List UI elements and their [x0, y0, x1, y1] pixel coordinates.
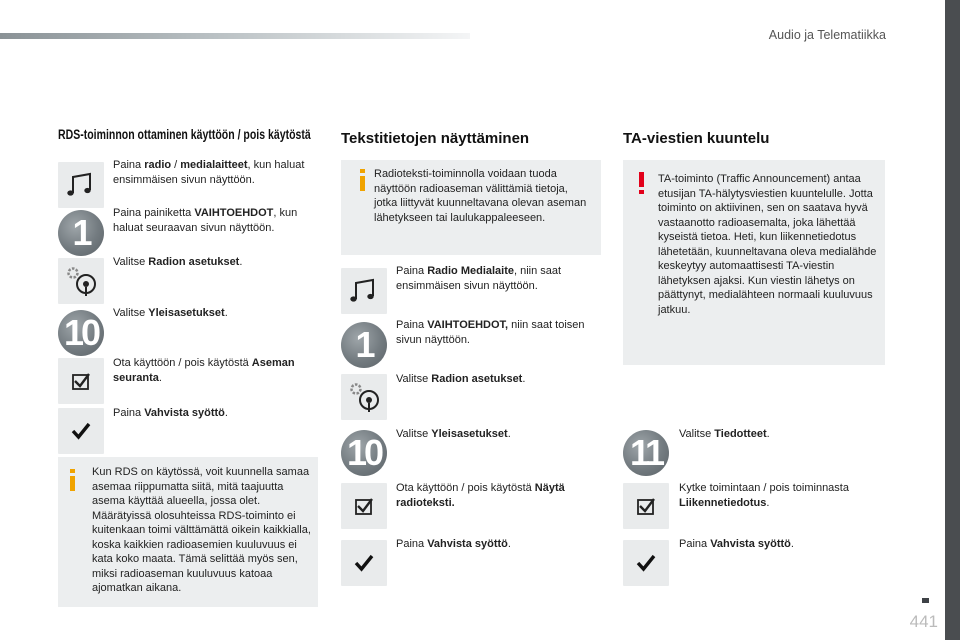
col2-step-2-text: Paina VAIHTOEHDOT, niin saat toisen sivun näyttöön.: [396, 319, 585, 346]
col2-step-3-text: Valitse Radion asetukset.: [396, 373, 526, 385]
radio-settings-icon: [341, 374, 387, 420]
step-number-badge: 10: [341, 430, 387, 476]
radio-settings-icon: [58, 258, 104, 304]
col1-info-text: Kun RDS on käytössä, voit kuunnella samaa asemaa riippumatta siitä, mitä taajuutta asema käyttää alueella, jossa olet. Määrätyissä olosuhteissa RDS-toiminto ei kuitenkaan toimi välttämättä oikein kaikkialla, koska kaikkien radioasemien kuuluvuus ei kata koko maata. Tämä selittää myös sen, miksi radioaseman kuuluvuus katoaa ajomatkan aikana.: [92, 466, 311, 594]
col2-step-6-text: Paina Vahvista syöttö.: [396, 538, 511, 550]
step-number-badge: 11: [623, 430, 669, 476]
warning-icon: [637, 172, 646, 194]
page-marker: [922, 598, 929, 603]
music-note-icon: [341, 268, 387, 314]
col2-info-text: Radioteksti-toiminnolla voidaan tuoda näyttöön radioaseman välittämiä tietoja, jotka liittyvät kuunneltavana olevan aseman lähetykseen tai laulukappaleeseen.: [374, 168, 587, 224]
step-number-badge: 1: [58, 210, 104, 256]
col3-step-3-text: Paina Vahvista syöttö.: [679, 538, 794, 550]
page-number: 441: [909, 612, 938, 631]
col1-info-box: [58, 457, 318, 607]
page-edge-strip: [945, 0, 960, 640]
col1-step-4-text: Valitse Yleisasetukset.: [113, 307, 228, 319]
col2-heading: Tekstitietojen näyttäminen: [341, 130, 530, 147]
check-icon: [341, 540, 387, 586]
page-header-title: Audio ja Telematiikka: [768, 28, 886, 42]
step-number-badge: 10: [58, 310, 104, 356]
col3-step-1-text: Valitse Tiedotteet.: [679, 428, 770, 440]
col1-step-1-text: Paina radio / medialaitteet, kun haluat ensimmäisen sivun näyttöön.: [113, 159, 305, 186]
step-number-badge: 1: [341, 322, 387, 368]
info-icon: [68, 469, 77, 491]
header-rule: [0, 33, 470, 39]
info-icon: [358, 169, 367, 191]
check-icon: [623, 540, 669, 586]
col2-info-box: [341, 160, 601, 255]
col2-step-1-text: Paina Radio Medialaite, niin saat ensimmäisen sivun näyttöön.: [396, 265, 562, 292]
col3-warning-box: [623, 160, 885, 365]
music-note-icon: [58, 162, 104, 208]
col1-step-2-text: Paina painiketta VAIHTOEHDOT, kun haluat seuraavan sivun näyttöön.: [113, 207, 298, 234]
col2-step-5-text: Ota käyttöön / pois käytöstä Näytä radioteksti.: [396, 482, 565, 509]
col2-step-4-text: Valitse Yleisasetukset.: [396, 428, 511, 440]
col3-heading: TA-viestien kuuntelu: [623, 130, 770, 147]
col1-step-5-text: Ota käyttöön / pois käytöstä Aseman seuranta.: [113, 357, 295, 384]
col3-step-2-text: Kytke toimintaan / pois toiminnasta Liikennetiedotus.: [679, 482, 849, 509]
checkbox-icon: [58, 358, 104, 404]
checkbox-icon: [341, 483, 387, 529]
col3-warning-text: TA-toiminto (Traffic Announcement) antaa etusijan TA-hälytysviestien kuuntelulle. Jotta toiminto on aktiivinen, sen on saatava hyvä vastaanotto radioasemalta, joka lähettää kyseistä tietoa. Heti, kun liikennetiedotus lähetetään, kuunneltavana oleva medialähde keskeytyy automaattisesti TA-viestin lähetyksen ajaksi. Kun viestin lähetys on päättynyt, medialähteen normaali kuuluvuus jatkuu.: [658, 173, 877, 316]
check-icon: [58, 408, 104, 454]
col1-step-6-text: Paina Vahvista syöttö.: [113, 407, 228, 419]
col1-heading: RDS-toiminnon ottaminen käyttöön / pois käytöstä: [58, 127, 311, 142]
col1-step-3-text: Valitse Radion asetukset.: [113, 256, 243, 268]
checkbox-icon: [623, 483, 669, 529]
